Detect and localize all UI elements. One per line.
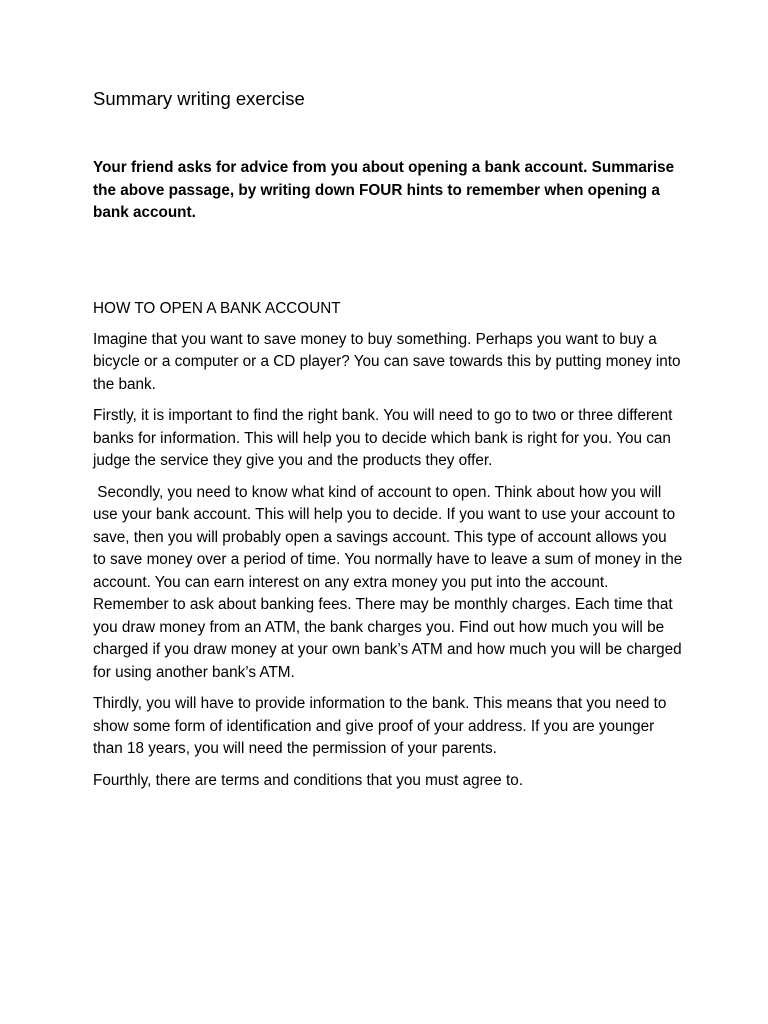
passage-paragraph-firstly: Firstly, it is important to find the right bank. You will need to go to two or three different banks for information. This will help you to decide which bank is right for you. You can judge the service they give you and the products they offer. (93, 407, 677, 469)
passage-paragraph-thirdly: Thirdly, you will have to provide information to the bank. This means that you need to show some form of identification and give proof of your address. If you are younger than 18 years, you will need the permission of your parents. (93, 695, 671, 757)
document-title: Summary writing exercise (93, 88, 305, 109)
passage-paragraph-secondly: Secondly, you need to know what kind of account to open. Think about how you will use your bank account. This will help you to decide. If you want to use your account to save, then you will probably open a savings account. This type of account allows you to save money over a period of time. You normally have to leave a sum of money in the account. You can earn interest on any extra money you put into the account. Remember to ask about banking fees. There may be monthly charges. Each time that you draw money from an ATM, the bank charges you. Find out how much you will be charged if you draw money at your own bank’s ATM and how much you will be charged for using another bank’s ATM. (93, 483, 687, 681)
reading-passage (93, 298, 687, 801)
passage-paragraph-intro: Imagine that you want to save money to buy something. Perhaps you want to buy a bicycle or a computer or a CD player? You can save towards this by putting money into the bank. (93, 330, 685, 393)
exercise-instructions: Your friend asks for advice from you about opening a bank account. Summarise the above passage, by writing down FOUR hints to remember when opening a bank account. (93, 159, 675, 221)
passage-heading: HOW TO OPEN A BANK ACCOUNT (93, 300, 341, 317)
passage-paragraph-fourthly: Fourthly, there are terms and conditions that you must agree to. (93, 771, 523, 789)
